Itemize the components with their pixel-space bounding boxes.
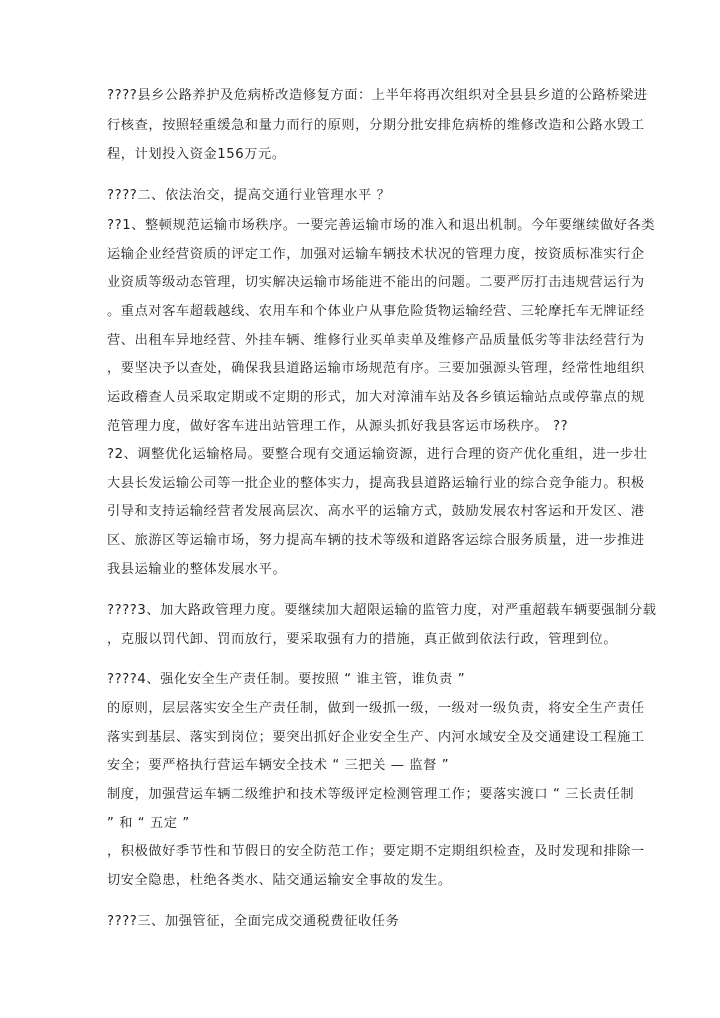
text-line: 切安全隐患，杜绝各类水、陆交通运输安全事故的发生。 (107, 873, 452, 888)
text-line: ，克服以罚代卸、罚而放行，要采取强有力的措施，真正做到依法行政，管理到位。 (107, 632, 618, 647)
text-line: 落实到基层、落实到岗位；要突出抓好企业安全生产、内河水域安全及交通建设工程施工 (107, 730, 645, 745)
text-line: ????4、强化安全生产责任制。要按照 “ 谁主管，谁负责 ” (107, 672, 466, 687)
text-line: ” 和 “ 五定 ” (107, 816, 190, 831)
section-heading: ????三、加强管征，全面完成交通税费征收任务 (107, 914, 400, 929)
text-line: 营、出租车异地经营、外挂车辆、维修行业买单卖单及维修产品质量低劣等非法经营行为 (107, 333, 645, 348)
text-line: 范管理力度，做好客车进出站管理工作，从源头抓好我县客运市场秩序。 ?? (107, 419, 569, 434)
text-line: ，要坚决予以查处，确保我县道路运输市场规范有序。三要加强源头管理，经常性地组织 (107, 361, 645, 376)
section-heading: ????二、依法治交，提高交通行业管理水平 ？ (107, 188, 391, 203)
text-line: 运政稽查人员采取定期或不定期的形式，加大对漳浦车站及各乡镇运输站点或停靠点的规 (107, 390, 645, 405)
text-line: 业资质等级动态管理，切实解决运输市场能进不能出的问题。二要严厉打击违规营运行为 (107, 275, 645, 290)
text-line: 的原则，层层落实安全生产责任制，做到一级抓一级，一级对一级负责，将安全生产责任 (107, 701, 645, 716)
text-line: ?2、调整优化运输格局。要整合现有交通运输资源，进行合理的资产优化重组，进一步壮 (107, 447, 648, 462)
text-line: 引导和支持运输经营者发展高层次、高水平的运输方式，鼓励发展农村客运和开发区、港 (107, 504, 645, 519)
text-line: 运输企业经营资质的评定工作，加强对运输车辆技术状况的管理力度，按资质标准实行企 (107, 247, 645, 262)
text-line: 行核查，按照轻重缓急和量力而行的原则，分期分批安排危病桥的维修改造和公路水毁工 (107, 118, 645, 133)
text-line: 大县长发运输公司等一批企业的整体实力，提高我县道路运输行业的综合竞争能力。积极 (107, 476, 645, 491)
text-line: ????县乡公路养护及危病桥改造修复方面：上半年将再次组织对全县县乡道的公路桥梁进 (107, 88, 648, 103)
text-line: 安全；要严格执行营运车辆安全技术 “ 三把关 — 监督 ” (107, 758, 450, 773)
text-line: 我县运输业的整体发展水平。 (107, 562, 287, 577)
text-line: ，积极做好季节性和节假日的安全防范工作；要定期不定期组织检查，及时发现和排除一 (107, 844, 645, 859)
text-line: ??1、整顿规范运输市场秩序。一要完善运输市场的准入和退出机制。今年要继续做好各类 (107, 218, 656, 233)
text-line: 区、旅游区等运输市场，努力提高车辆的技术等级和道路客运综合服务质量，进一步推进 (107, 533, 645, 548)
text-line: 程，计划投入资金156万元。 (107, 147, 286, 162)
text-line: 制度，加强营运车辆二级维护和技术等级评定检测管理工作；要落实渡口 “ 三长责任制 (107, 787, 635, 802)
text-line: 。重点对客车超载越线、农用车和个体业户从事危险货物运输经营、三轮摩托车无牌证经 (107, 304, 645, 319)
text-line: ????3、加大路政管理力度。要继续加大超限运输的监管力度，对严重超载车辆要强制分载 (107, 603, 657, 618)
